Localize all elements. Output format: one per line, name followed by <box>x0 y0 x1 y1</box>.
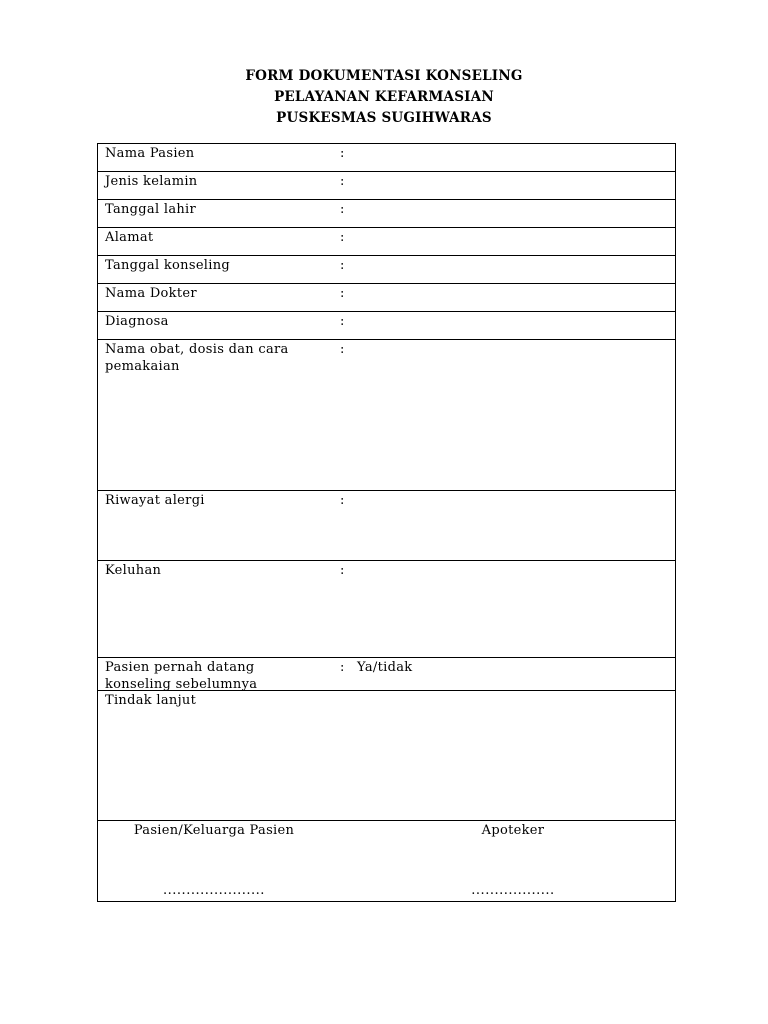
form-subtitle: PELAYANAN KEFARMASIAN <box>274 89 494 105</box>
field-colon: : <box>340 146 345 161</box>
signature-patient-title: Pasien/Keluarga Pasien <box>133 823 295 838</box>
row-keluhan <box>98 561 676 658</box>
field-label: Jenis kelamin <box>105 174 198 189</box>
row-nama-pasien <box>98 144 676 172</box>
form-header <box>0 66 768 129</box>
row-pernah-konseling <box>98 658 676 691</box>
field-colon: : <box>340 286 345 301</box>
row-nama-dokter <box>98 284 676 312</box>
field-colon: : <box>340 493 345 508</box>
field-label: Diagnosa <box>105 314 169 329</box>
field-colon: : <box>340 563 345 578</box>
form-institution: PUSKESMAS SUGIHWARAS <box>276 110 492 126</box>
field-colon: : <box>340 230 345 245</box>
field-label: Keluhan <box>105 563 162 578</box>
row-tanggal-konseling <box>98 256 676 284</box>
field-colon: : <box>340 174 345 189</box>
row-diagnosa <box>98 312 676 340</box>
row-nama-obat <box>98 340 676 491</box>
row-tanggal-lahir <box>98 200 676 228</box>
signature-pharmacist-title: Apoteker <box>481 823 545 838</box>
field-colon: : <box>340 258 345 273</box>
field-label: Alamat <box>105 230 154 245</box>
field-colon: : <box>340 202 345 217</box>
row-riwayat-alergi <box>98 491 676 561</box>
field-colon: : <box>340 660 345 675</box>
signature-patient-line: ...................... <box>163 883 265 898</box>
field-label: Nama obat, dosis dan cara pemakaian <box>105 342 289 374</box>
field-label: Tindak lanjut <box>105 693 197 708</box>
row-jenis-kelamin <box>98 172 676 200</box>
field-label: Tanggal konseling <box>105 258 231 273</box>
field-label: Tanggal lahir <box>105 202 197 217</box>
row-signatures <box>98 821 676 902</box>
field-label: Riwayat alergi <box>105 493 205 508</box>
field-colon: : <box>340 342 345 357</box>
field-colon: : <box>340 314 345 329</box>
field-label: Nama Pasien <box>105 146 195 161</box>
counseling-form-table <box>97 143 676 902</box>
signature-pharmacist-line: .................. <box>471 883 555 898</box>
row-tindak-lanjut <box>98 691 676 821</box>
field-label: Nama Dokter <box>105 286 197 301</box>
row-alamat <box>98 228 676 256</box>
field-label: Pasien pernah datang konseling sebelumnya <box>105 660 258 692</box>
form-title: FORM DOKUMENTASI KONSELING <box>245 68 523 84</box>
field-value: Ya/tidak <box>357 660 413 675</box>
